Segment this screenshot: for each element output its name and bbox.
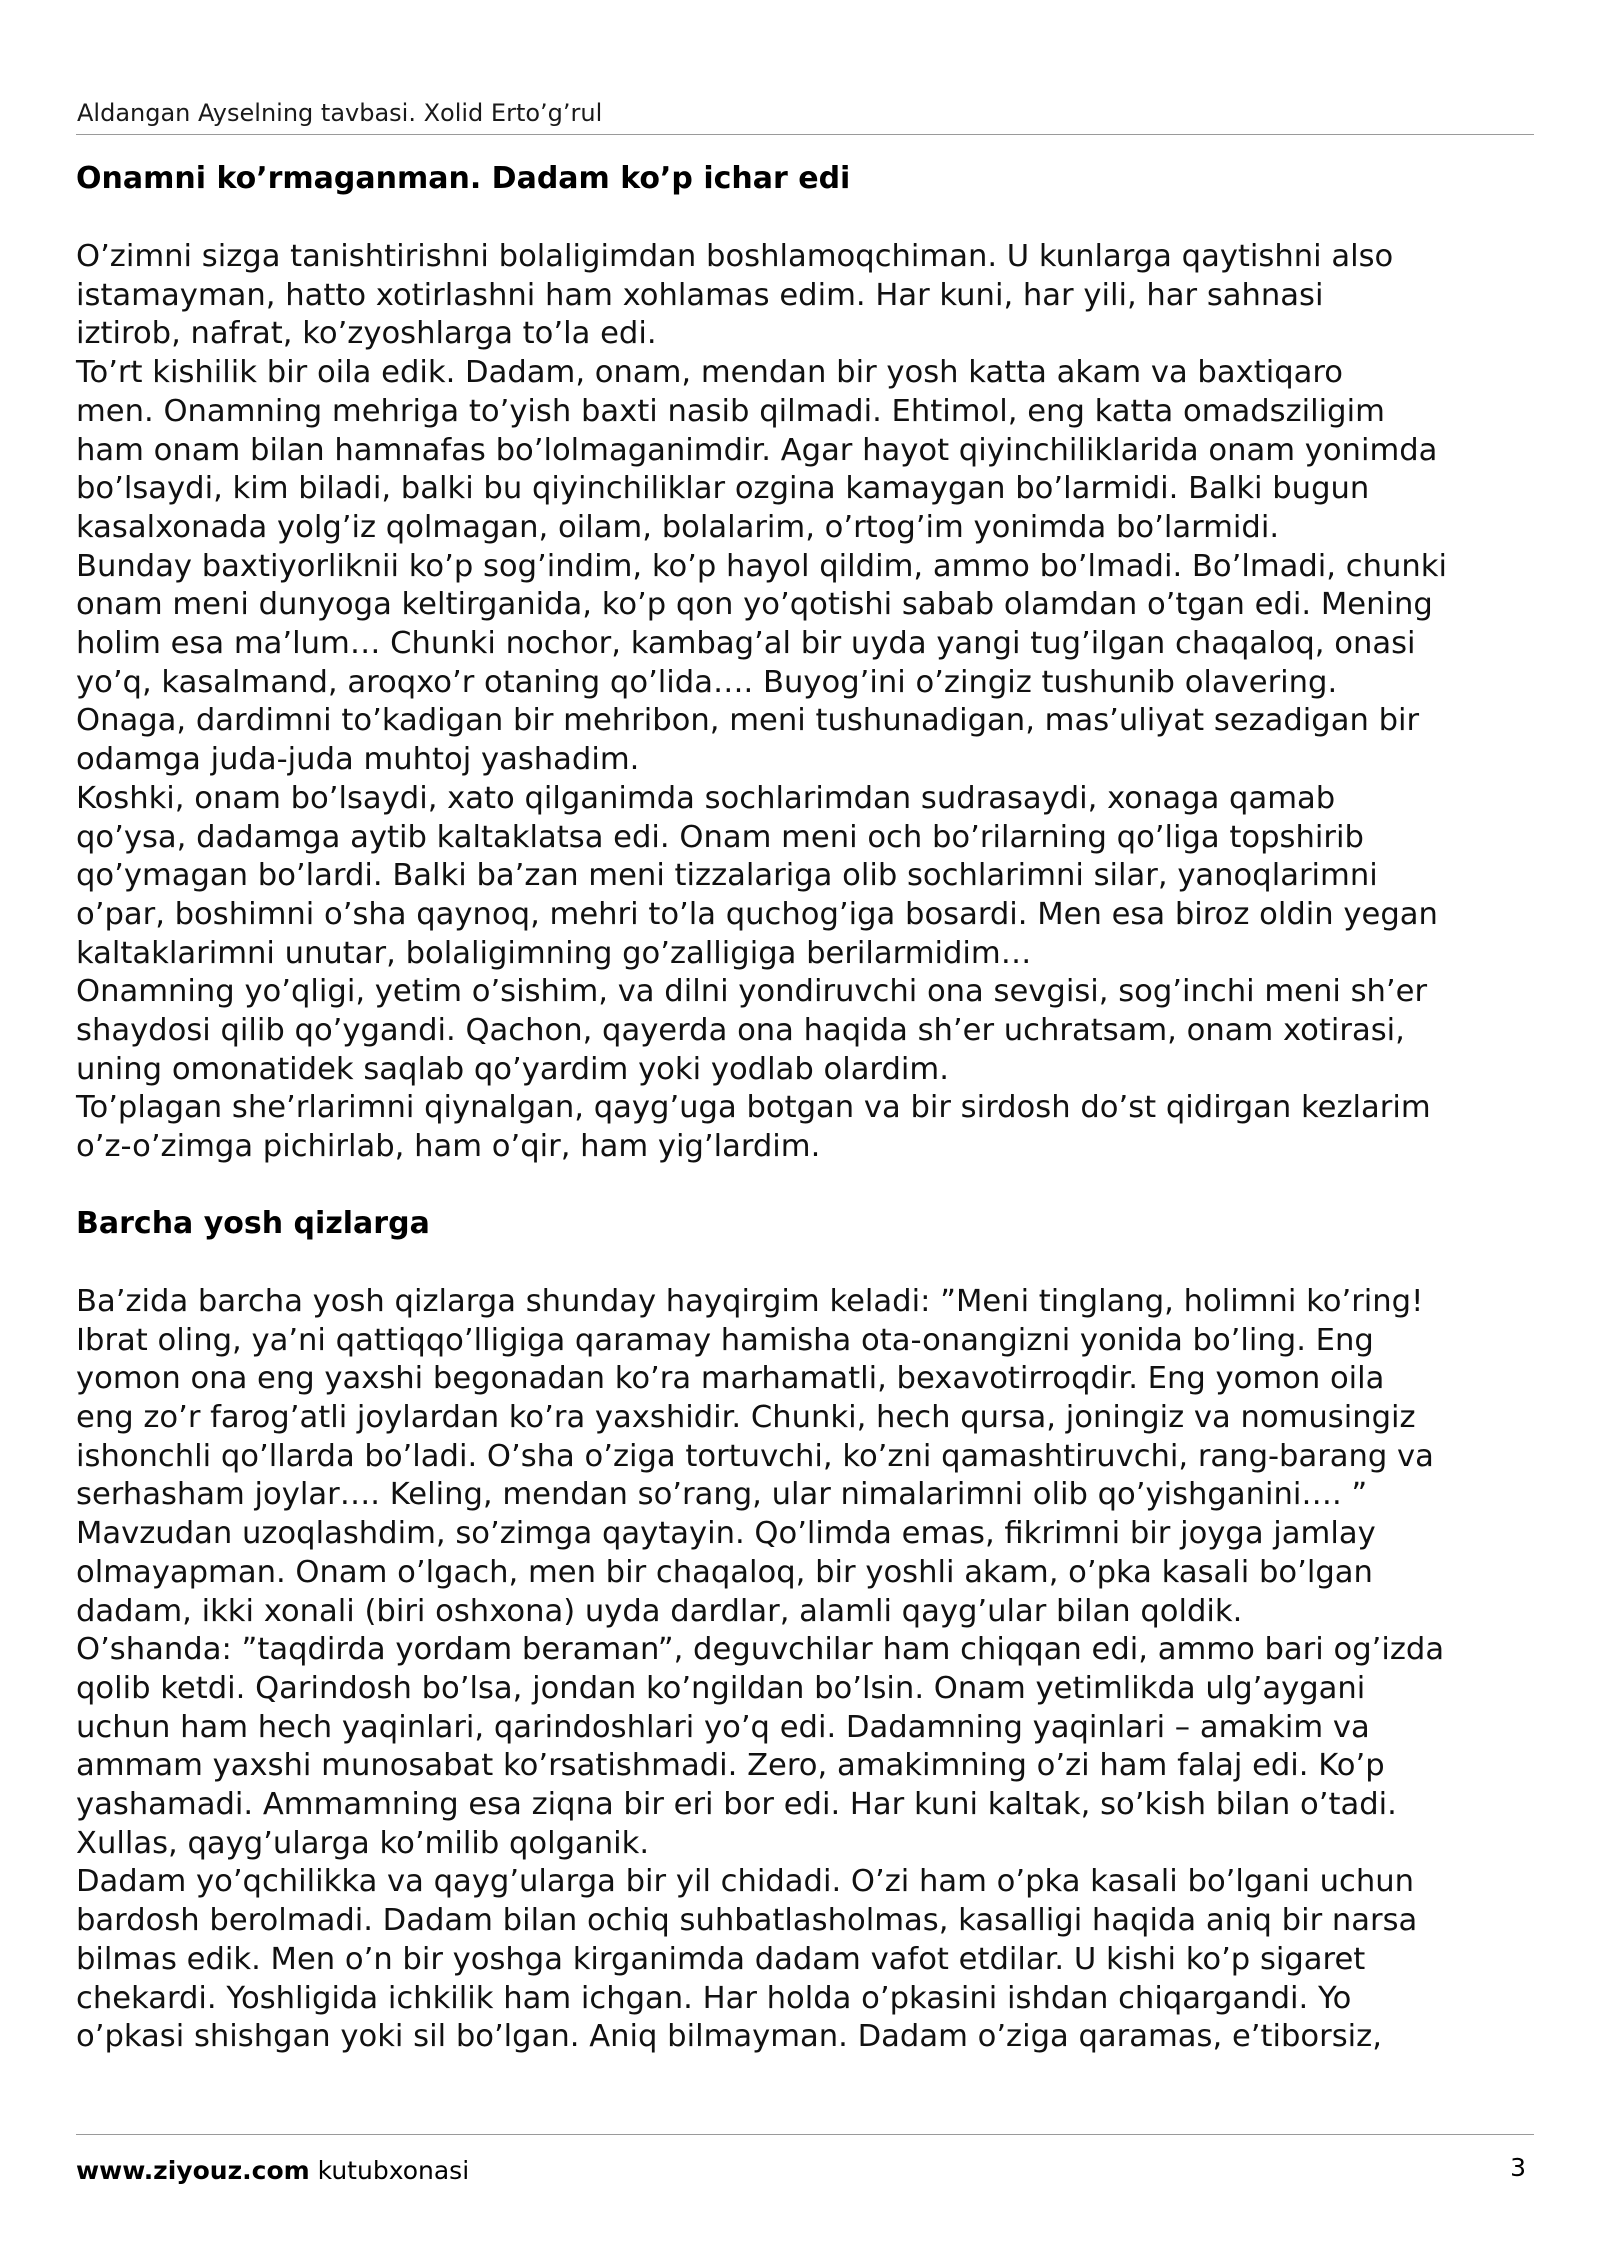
text-line: eng zo’r farog’atli joylardan ko’ra yaxshidir. Chunki, hech qursa, joningiz va nomusingiz	[76, 1399, 1416, 1435]
text-line: dadam, ikki xonali (biri oshxona) uyda dardlar, alamli qayg’ular bilan qoldik.	[76, 1593, 1243, 1629]
text-line: iztirob, nafrat, ko’zyoshlarga to’la edi.	[76, 316, 657, 352]
text-line: uchun ham hech yaqinlari, qarindoshlari yo’q edi. Dadamning yaqinlari – amakim va	[76, 1709, 1370, 1745]
text-line: bo’lsaydi, kim biladi, balki bu qiyinchiliklar ozgina kamaygan bo’larmidi. Balki bugun	[76, 471, 1370, 507]
section-body	[76, 238, 1556, 1167]
text-line: serhasham joylar…. Keling, mendan so’rang, ular nimalarimni olib qo’yishganini…. ”	[76, 1477, 1368, 1513]
section-body	[76, 1283, 1556, 2057]
text-line: o’par, boshimni o’sha qaynoq, mehri to’la quchog’iga bosardi. Men esa biroz oldin yegan	[76, 896, 1438, 932]
text-line: qolib ketdi. Qarindosh bo’lsa, jondan ko’ngildan bo’lsin. Onam yetimlikda ulg’aygani	[76, 1670, 1366, 1706]
text-line: Ba’zida barcha yosh qizlarga shunday hayqirgim keladi: ”Meni tinglang, holimni ko’ring!	[76, 1283, 1424, 1319]
section-heading: Barcha yosh qizlarga	[76, 1205, 430, 1241]
text-line: Koshki, onam bo’lsaydi, xato qilganimda sochlarimdan sudrasaydi, xonaga qamab	[76, 780, 1336, 816]
text-line: ham onam bilan hamnafas bo’lolmaganimdir. Agar hayot qiyinchiliklarida onam yonimda	[76, 432, 1438, 468]
running-header	[76, 98, 1534, 135]
text-line: yashamadi. Ammamning esa ziqna bir eri bor edi. Har kuni kaltak, so’kish bilan o’tadi.	[76, 1787, 1397, 1823]
text-line: holim esa ma’lum… Chunki nochor, kambag’al bir uyda yangi tug’ilgan chaqaloq, onasi	[76, 626, 1416, 662]
text-line: odamga juda-juda muhtoj yashadim.	[76, 742, 640, 778]
page-footer	[76, 2134, 1534, 2195]
text-line: uning omonatidek saqlab qo’yardim yoki yodlab olardim.	[76, 1051, 949, 1087]
text-line: Ibrat oling, ya’ni qattiqqo’lligiga qaramay hamisha ota-onangizni yonida bo’ling. Eng	[76, 1322, 1374, 1358]
text-line: O’shanda: ”taqdirda yordam beraman”, deguvchilar ham chiqqan edi, ammo bari og’izda	[76, 1632, 1445, 1668]
text-line: olmayapman. Onam o’lgach, men bir chaqaloq, bir yoshli akam, o’pka kasali bo’lgan	[76, 1554, 1373, 1590]
page-content	[76, 160, 1556, 2057]
footer-site-link[interactable]: www.ziyouz.com	[76, 2156, 310, 2185]
text-line: To’plagan she’rlarimni qiynalgan, qayg’uga botgan va bir sirdosh do’st qidirgan kezlarim	[76, 1090, 1431, 1126]
text-line: istamayman, hatto xotirlashni ham xohlamas edim. Har kuni, har yili, har sahnasi	[76, 277, 1324, 313]
text-line: shaydosi qilib qo’ygandi. Qachon, qayerda ona haqida sh’er uchratsam, onam xotirasi,	[76, 1013, 1405, 1049]
footer-site	[76, 2155, 469, 2187]
text-line: qo’ysa, dadamga aytib kaltaklatsa edi. Onam meni och bo’rilarning qo’liga topshirib	[76, 819, 1364, 855]
text-line: ishonchli qo’llarda bo’ladi. O’sha o’ziga tortuvchi, ko’zni qamashtiruvchi, rang-barang va	[76, 1438, 1434, 1474]
text-line: Xullas, qayg’ularga ko’milib qolganik.	[76, 1825, 650, 1861]
text-line: bilmas edik. Men o’n bir yoshga kirganimda dadam vafot etdilar. U kishi ko’p sigaret	[76, 1941, 1366, 1977]
running-header-title: Aldangan Ayselning tavbasi. Xolid Erto’g’rul	[77, 99, 603, 127]
text-line: men. Onamning mehriga to’yish baxti nasib qilmadi. Ehtimol, eng katta omadsziligim	[76, 393, 1385, 429]
text-line: chekardi. Yoshligida ichkilik ham ichgan. Har holda o’pkasini ishdan chiqargandi. Yo	[76, 1980, 1352, 2016]
page-number: 3	[1510, 2153, 1526, 2182]
text-line: Mavzudan uzoqlashdim, so’zimga qaytayin. Qo’limda emas, fikrimni bir joyga jamlay	[76, 1516, 1376, 1552]
section-1	[76, 160, 1556, 1167]
section-2	[76, 1205, 1556, 2057]
text-line: Onaga, dardimni to’kadigan bir mehribon, meni tushunadigan, mas’uliyat sezadigan bir	[76, 703, 1420, 739]
text-line: kaltaklarimni unutar, bolaligimning go’zalligiga berilarmidim…	[76, 935, 1032, 971]
text-line: ammam yaxshi munosabat ko’rsatishmadi. Zero, amakimning o’zi ham falaj edi. Ko’p	[76, 1748, 1385, 1784]
text-line: onam meni dunyoga keltirganida, ko’p qon yo’qotishi sabab olamdan o’tgan edi. Mening	[76, 587, 1433, 623]
text-line: To’rt kishilik bir oila edik. Dadam, onam, mendan bir yosh katta akam va baxtiqaro	[76, 355, 1343, 391]
footer-library-label: kutubxonasi	[309, 2156, 470, 2185]
text-line: bardosh berolmadi. Dadam bilan ochiq suhbatlasholmas, kasalligi haqida aniq bir narsa	[76, 1903, 1418, 1939]
text-line: o’z-o’zimga pichirlab, ham o’qir, ham yig’lardim.	[76, 1129, 821, 1165]
text-line: o’pkasi shishgan yoki sil bo’lgan. Aniq bilmayman. Dadam o’ziga qaramas, e’tiborsiz,	[76, 2019, 1382, 2055]
text-line: yo’q, kasalmand, aroqxo’r otaning qo’lida…. Buyog’ini o’zingiz tushunib olavering.	[76, 664, 1338, 700]
text-line: yomon ona eng yaxshi begonadan ko’ra marhamatli, bexavotirroqdir. Eng yomon oila	[76, 1361, 1385, 1397]
section-heading: Onamni ko’rmaganman. Dadam ko’p ichar edi	[76, 161, 851, 196]
text-line: O’zimni sizga tanishtirishni bolaligimdan boshlamoqchiman. U kunlarga qaytishni also	[76, 239, 1394, 274]
text-line: Dadam yo’qchilikka va qayg’ularga bir yil chidadi. O’zi ham o’pka kasali bo’lgani uchun	[76, 1864, 1415, 1900]
text-line: kasalxonada yolg’iz qolmagan, oilam, bolalarim, o’rtog’im yonimda bo’larmidi.	[76, 509, 1280, 545]
text-line: Onamning yo’qligi, yetim o’sishim, va dilni yondiruvchi ona sevgisi, sog’inchi meni sh’er	[76, 974, 1428, 1010]
text-line: qo’ymagan bo’lardi. Balki ba’zan meni tizzalariga olib sochlarimni silar, yanoqlarimni	[76, 858, 1378, 894]
text-line: Bunday baxtiyorliknii ko’p sog’indim, ko’p hayol qildim, ammo bo’lmadi. Bo’lmadi, chunki	[76, 548, 1447, 584]
